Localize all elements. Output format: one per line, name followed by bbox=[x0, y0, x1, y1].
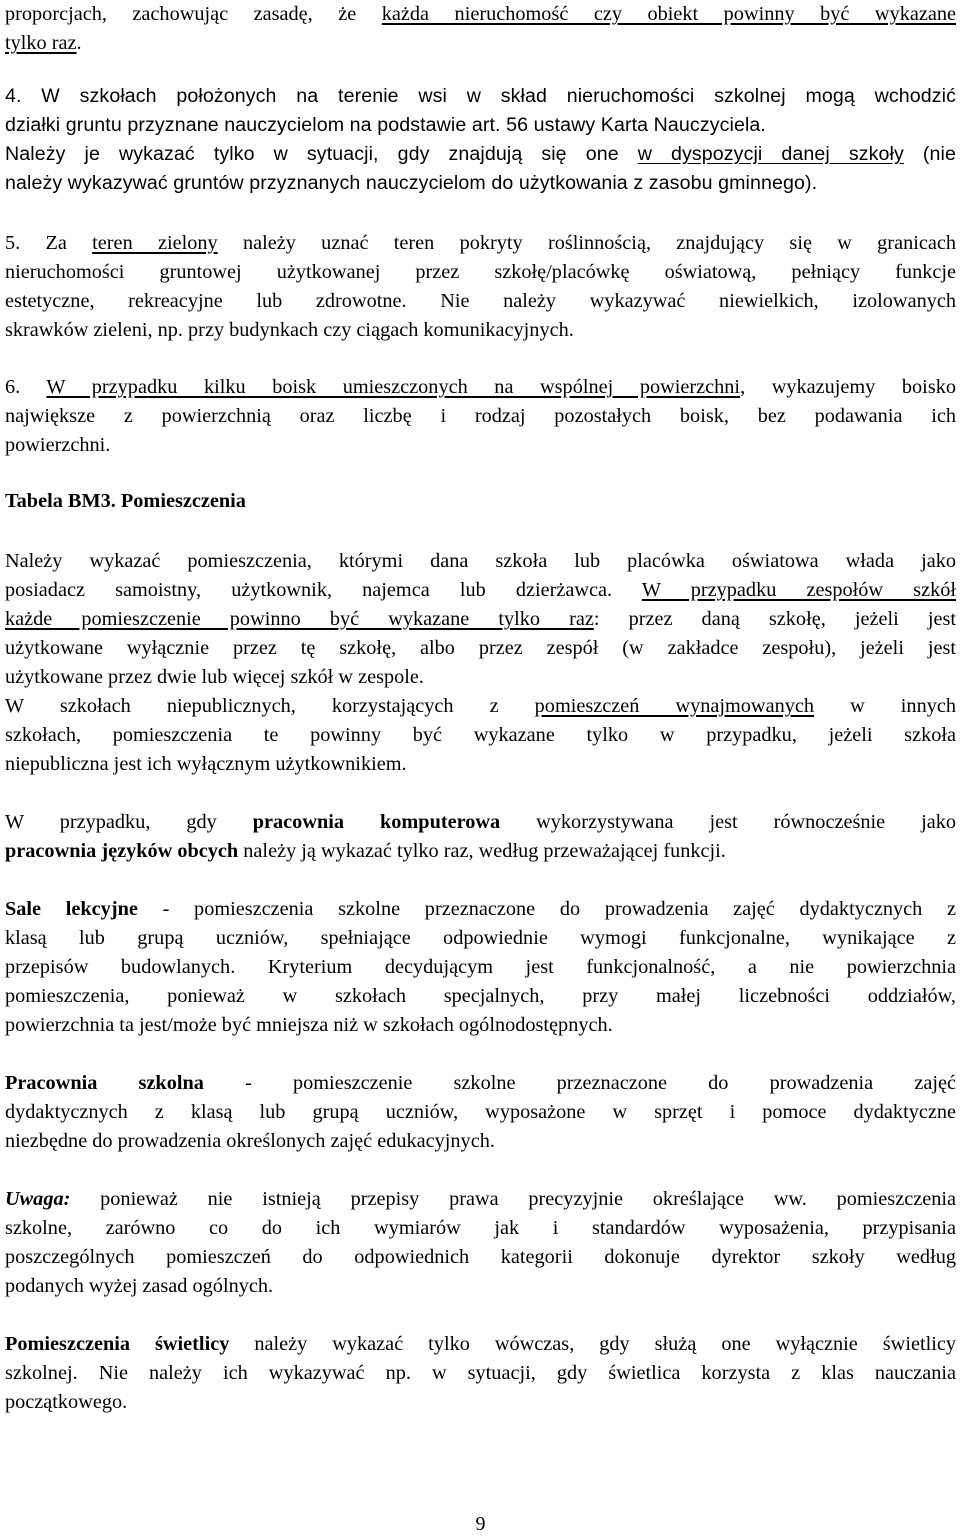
text-line: należy wykazywać gruntów przyznanych nauczycielom do użytkowania z zasobu gminnego). bbox=[5, 172, 818, 194]
paragraph-computer-lab bbox=[5, 808, 956, 866]
text-line: użytkowane wyłącznie przez tę szkołę, albo przez zespół (w zakładce zespołu), jeżeli jest bbox=[5, 637, 956, 659]
paragraph-note bbox=[5, 1185, 956, 1301]
text-line: przepisów budowlanych. Kryterium decydującym jest funkcjonalność, a nie powierzchnia bbox=[5, 956, 956, 978]
section-title-label: Tabela BM3. bbox=[5, 490, 116, 512]
text-line: podanych wyżej zasad ogólnych. bbox=[5, 1275, 274, 1297]
underlined-text: teren zielony bbox=[92, 232, 218, 254]
text-line: powierzchni. bbox=[5, 434, 111, 456]
text: posiadacz samoistny, użytkownik, najemca lub dzierżawca. bbox=[5, 579, 642, 601]
text: - pomieszczenie szkolne przeznaczone do prowadzenia zajęć bbox=[203, 1072, 956, 1094]
underlined-text: każda nieruchomość czy obiekt powinny być wykazane bbox=[381, 3, 956, 25]
text: ponieważ nie istnieją przepisy prawa precyzyjnie określające ww. pomieszczenia bbox=[70, 1188, 956, 1210]
text-line: szkolnej. Nie należy ich wykazywać np. w sytuacji, gdy świetlica korzysta z klas nauczania bbox=[5, 1362, 956, 1384]
text-line: szkolne, zarówno co do ich wymiarów jak i standardów wyposażenia, przypisania bbox=[5, 1217, 956, 1239]
paragraph-continuation bbox=[5, 0, 956, 58]
text-line: początkowego. bbox=[5, 1391, 128, 1413]
bold-text: pracownia języków obcych bbox=[5, 840, 239, 862]
text-line: poszczególnych pomieszczeń do odpowiednich kategorii dokonuje dyrektor szkoły według bbox=[5, 1246, 956, 1268]
text-line: niepubliczna jest ich wyłącznym użytkownikiem. bbox=[5, 753, 407, 775]
text-line: skrawków zieleni, np. przy budynkach czy ciągach komunikacyjnych. bbox=[5, 319, 574, 341]
text-line: nieruchomości gruntowej użytkowanej przez szkołę/placówkę oświatową, pełniący funkcje bbox=[5, 261, 956, 283]
underlined-text: tylko raz bbox=[5, 32, 77, 54]
text: W przypadku, gdy bbox=[5, 811, 253, 833]
text-line: powierzchnia ta jest/może być mniejsza niż w szkołach ogólnodostępnych. bbox=[5, 1014, 613, 1036]
text: (nie bbox=[903, 143, 956, 165]
paragraph-item-5 bbox=[5, 229, 956, 345]
underlined-text: w dyspozycji danej szkoły bbox=[637, 143, 904, 165]
paragraph-common-room bbox=[5, 1330, 956, 1417]
text: w innych bbox=[814, 695, 956, 717]
section-title bbox=[5, 490, 246, 513]
text-line: szkołach, pomieszczenia te powinny być wykazane tylko w przypadku, jeżeli szkoła bbox=[5, 724, 956, 746]
text-line: Należy wykazać pomieszczenia, którymi dana szkoła lub placówka oświatowa włada jako bbox=[5, 550, 956, 572]
paragraph-item-4 bbox=[5, 82, 956, 198]
text: należy uznać teren pokryty roślinnością, znajdujący się w granicach bbox=[217, 232, 956, 254]
text: W szkołach niepublicznych, korzystających z bbox=[5, 695, 535, 717]
section-title-text: Pomieszczenia bbox=[115, 490, 246, 512]
text: Należy je wykazać tylko w sytuacji, gdy znajdują się one bbox=[5, 143, 638, 165]
text-line: estetyczne, rekreacyjne lub zdrowotne. Nie należy wykazywać niewielkich, izolowanych bbox=[5, 290, 956, 312]
text-line: użytkowane przez dwie lub więcej szkół w zespole. bbox=[5, 666, 424, 688]
text-line: 4. W szkołach położonych na terenie wsi w skład nieruchomości szkolnej mogą wchodzić bbox=[5, 85, 956, 107]
text: - pomieszczenia szkolne przeznaczone do prowadzenia zajęć dydaktycznych z bbox=[137, 898, 956, 920]
paragraph-rooms-intro bbox=[5, 547, 956, 779]
page-number: 9 bbox=[475, 1513, 486, 1535]
text-line: klasą lub grupą uczniów, spełniające odpowiednie wymogi funkcjonalne, wynikające z bbox=[5, 927, 956, 949]
paragraph-school-lab bbox=[5, 1069, 956, 1156]
paragraph-classrooms bbox=[5, 895, 956, 1040]
bold-text: Pomieszczenia świetlicy bbox=[5, 1333, 230, 1355]
text-line: działki gruntu przyznane nauczycielom na podstawie art. 56 ustawy Karta Nauczyciela. bbox=[5, 114, 766, 136]
bold-text: Pracownia szkolna bbox=[5, 1072, 204, 1094]
underlined-text: W przypadku zespołów szkół bbox=[641, 579, 956, 601]
text: należy wykazać tylko wówczas, gdy służą one wyłącznie świetlicy bbox=[229, 1333, 956, 1355]
text: 5. Za bbox=[5, 232, 93, 254]
underlined-text: pomieszczeń wynajmowanych bbox=[534, 695, 815, 717]
bold-text: pracownia komputerowa bbox=[252, 811, 501, 833]
paragraph-item-6 bbox=[5, 373, 956, 460]
text: . bbox=[76, 32, 82, 54]
text: proporcjach, zachowując zasadę, że bbox=[5, 3, 382, 25]
text-line: niezbędne do prowadzenia określonych zajęć edukacyjnych. bbox=[5, 1130, 495, 1152]
text: wykorzystywana jest równocześnie jako bbox=[500, 811, 956, 833]
text-line: największe z powierzchnią oraz liczbę i rodzaj pozostałych boisk, bez podawania ich bbox=[5, 405, 956, 427]
bold-text: Sale lekcyjne bbox=[5, 898, 138, 920]
underlined-text: każde pomieszczenie powinno być wykazane tylko raz bbox=[5, 608, 594, 630]
underlined-text: W przypadku kilku boisk umieszczonych na wspólnej powierzchni bbox=[46, 376, 741, 398]
note-label: Uwaga: bbox=[5, 1188, 71, 1210]
text-line: dydaktycznych z klasą lub grupą uczniów, wyposażone w sprzęt i pomoce dydaktyczne bbox=[5, 1101, 956, 1123]
text: 6. bbox=[5, 376, 47, 398]
text: należy ją wykazać tylko raz, według przeważającej funkcji. bbox=[238, 840, 726, 862]
text: , wykazujemy boisko bbox=[740, 376, 956, 398]
text-line: pomieszczenia, ponieważ w szkołach specjalnych, przy małej liczebności oddziałów, bbox=[5, 985, 956, 1007]
text: : przez daną szkołę, jeżeli jest bbox=[593, 608, 956, 630]
